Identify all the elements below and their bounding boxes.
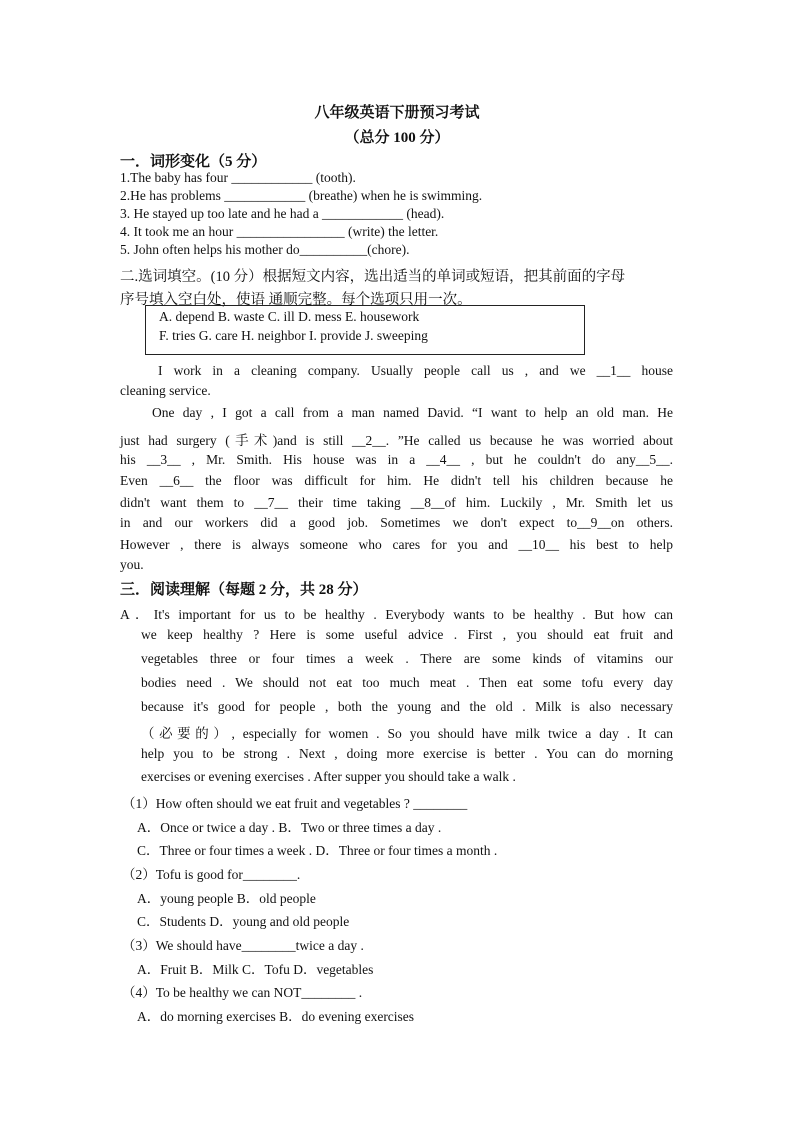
passage-line: One day , I got a call from a man named David. “I want to help an old man. He [152, 405, 673, 420]
reading-line: help you to be strong . Next , doing more exercise is better . You can do morning [141, 746, 673, 761]
section1-item: 1.The baby has four ____________ (tooth). [120, 170, 356, 185]
question-options: A．Once or twice a day . B．Two or three times a day . [137, 820, 442, 835]
reading-line: vegetables three or four times a week . There are some kinds of vitamins our [141, 651, 673, 666]
question-options: A．young people B．old people [137, 891, 316, 906]
section2-heading-cont: 序号填入空白处，使语 通顺完整。每个选项只用一次。 [120, 292, 472, 308]
question-stem: （3）We should have________twice a day . [122, 938, 364, 953]
question-stem: （4）To be healthy we can NOT________ . [122, 985, 363, 1000]
word-bank-row: F. tries G. care H. neighbor I. provide J. sweeping [159, 328, 428, 343]
section1-item: 2.He has problems ____________ (breathe) when he is swimming. [120, 188, 483, 203]
section1-item: 3. He stayed up too late and he had a ____________ (head). [120, 206, 445, 221]
word-bank-box [145, 305, 585, 355]
passage-line: cleaning service. [120, 383, 211, 398]
passage-line: his __3__ , Mr. Smith. His house was in a __4__ , but he couldn't do any__5__. [120, 452, 673, 467]
question-stem: （2）Tofu is good for________. [122, 867, 301, 882]
reading-line: we keep healthy ? Here is some useful advice . First , you should eat fruit and [141, 627, 673, 642]
question-stem: （1）How often should we eat fruit and vegetables ? ________ [122, 796, 468, 811]
passage-line: Even __6__ the floor was difficult for him. He didn't tell his children because he [120, 473, 673, 488]
passage-line: I work in a cleaning company. Usually people call us , and we __1__ house [158, 363, 673, 378]
exam-subtitle: （总分 100 分） [344, 130, 450, 146]
reading-line: bodies need . We should not eat too much meat . Then eat some tofu every day [141, 675, 673, 690]
word-bank-row: A. depend B. waste C. ill D. mess E. housework [159, 309, 420, 324]
question-options: C．Three or four times a week . D．Three or four times a month . [137, 843, 498, 858]
section3-heading: 三．阅读理解（每题 2 分，共 28 分） [120, 582, 368, 598]
reading-line: because it's good for people , both the young and the old . Milk is also necessary [141, 699, 673, 714]
question-options: A．do morning exercises B．do evening exercises [137, 1009, 415, 1024]
section1-item: 4. It took me an hour ________________ (write) the letter. [120, 224, 439, 239]
section1-item: 5. John often helps his mother do__________(chore). [120, 242, 410, 257]
reading-line: （必要的）, especially for women . So you should have milk twice a day . It can [141, 726, 673, 741]
passage-line: just had surgery (手术)and is still __2__. ”He called us because he was worried about [120, 433, 673, 448]
passage-line: However , there is always someone who cares for you and __10__ his best to help [120, 537, 673, 552]
reading-line: A．It's important for us to be healthy . Everybody wants to be healthy . But how can [120, 607, 673, 622]
question-options: A．Fruit B．Milk C．Tofu D．vegetables [137, 962, 374, 977]
passage-line: you. [120, 557, 144, 572]
section2-heading: 二.选词填空。(10 分）根据短文内容，选出适当的单词或短语，把其前面的字母 [120, 269, 626, 285]
passage-line: didn't want them to __7__ their time taking __8__of him. Luckily , Mr. Smith let us [120, 495, 673, 510]
section1-heading: 一．词形变化（5 分） [120, 154, 267, 170]
passage-line: in and our workers did a good job. Sometimes we don't expect to__9__on others. [120, 515, 673, 530]
question-options: C．Students D．young and old people [137, 914, 350, 929]
exam-title: 八年级英语下册预习考试 [314, 105, 480, 121]
reading-line: exercises or evening exercises . After supper you should take a walk . [141, 769, 516, 784]
